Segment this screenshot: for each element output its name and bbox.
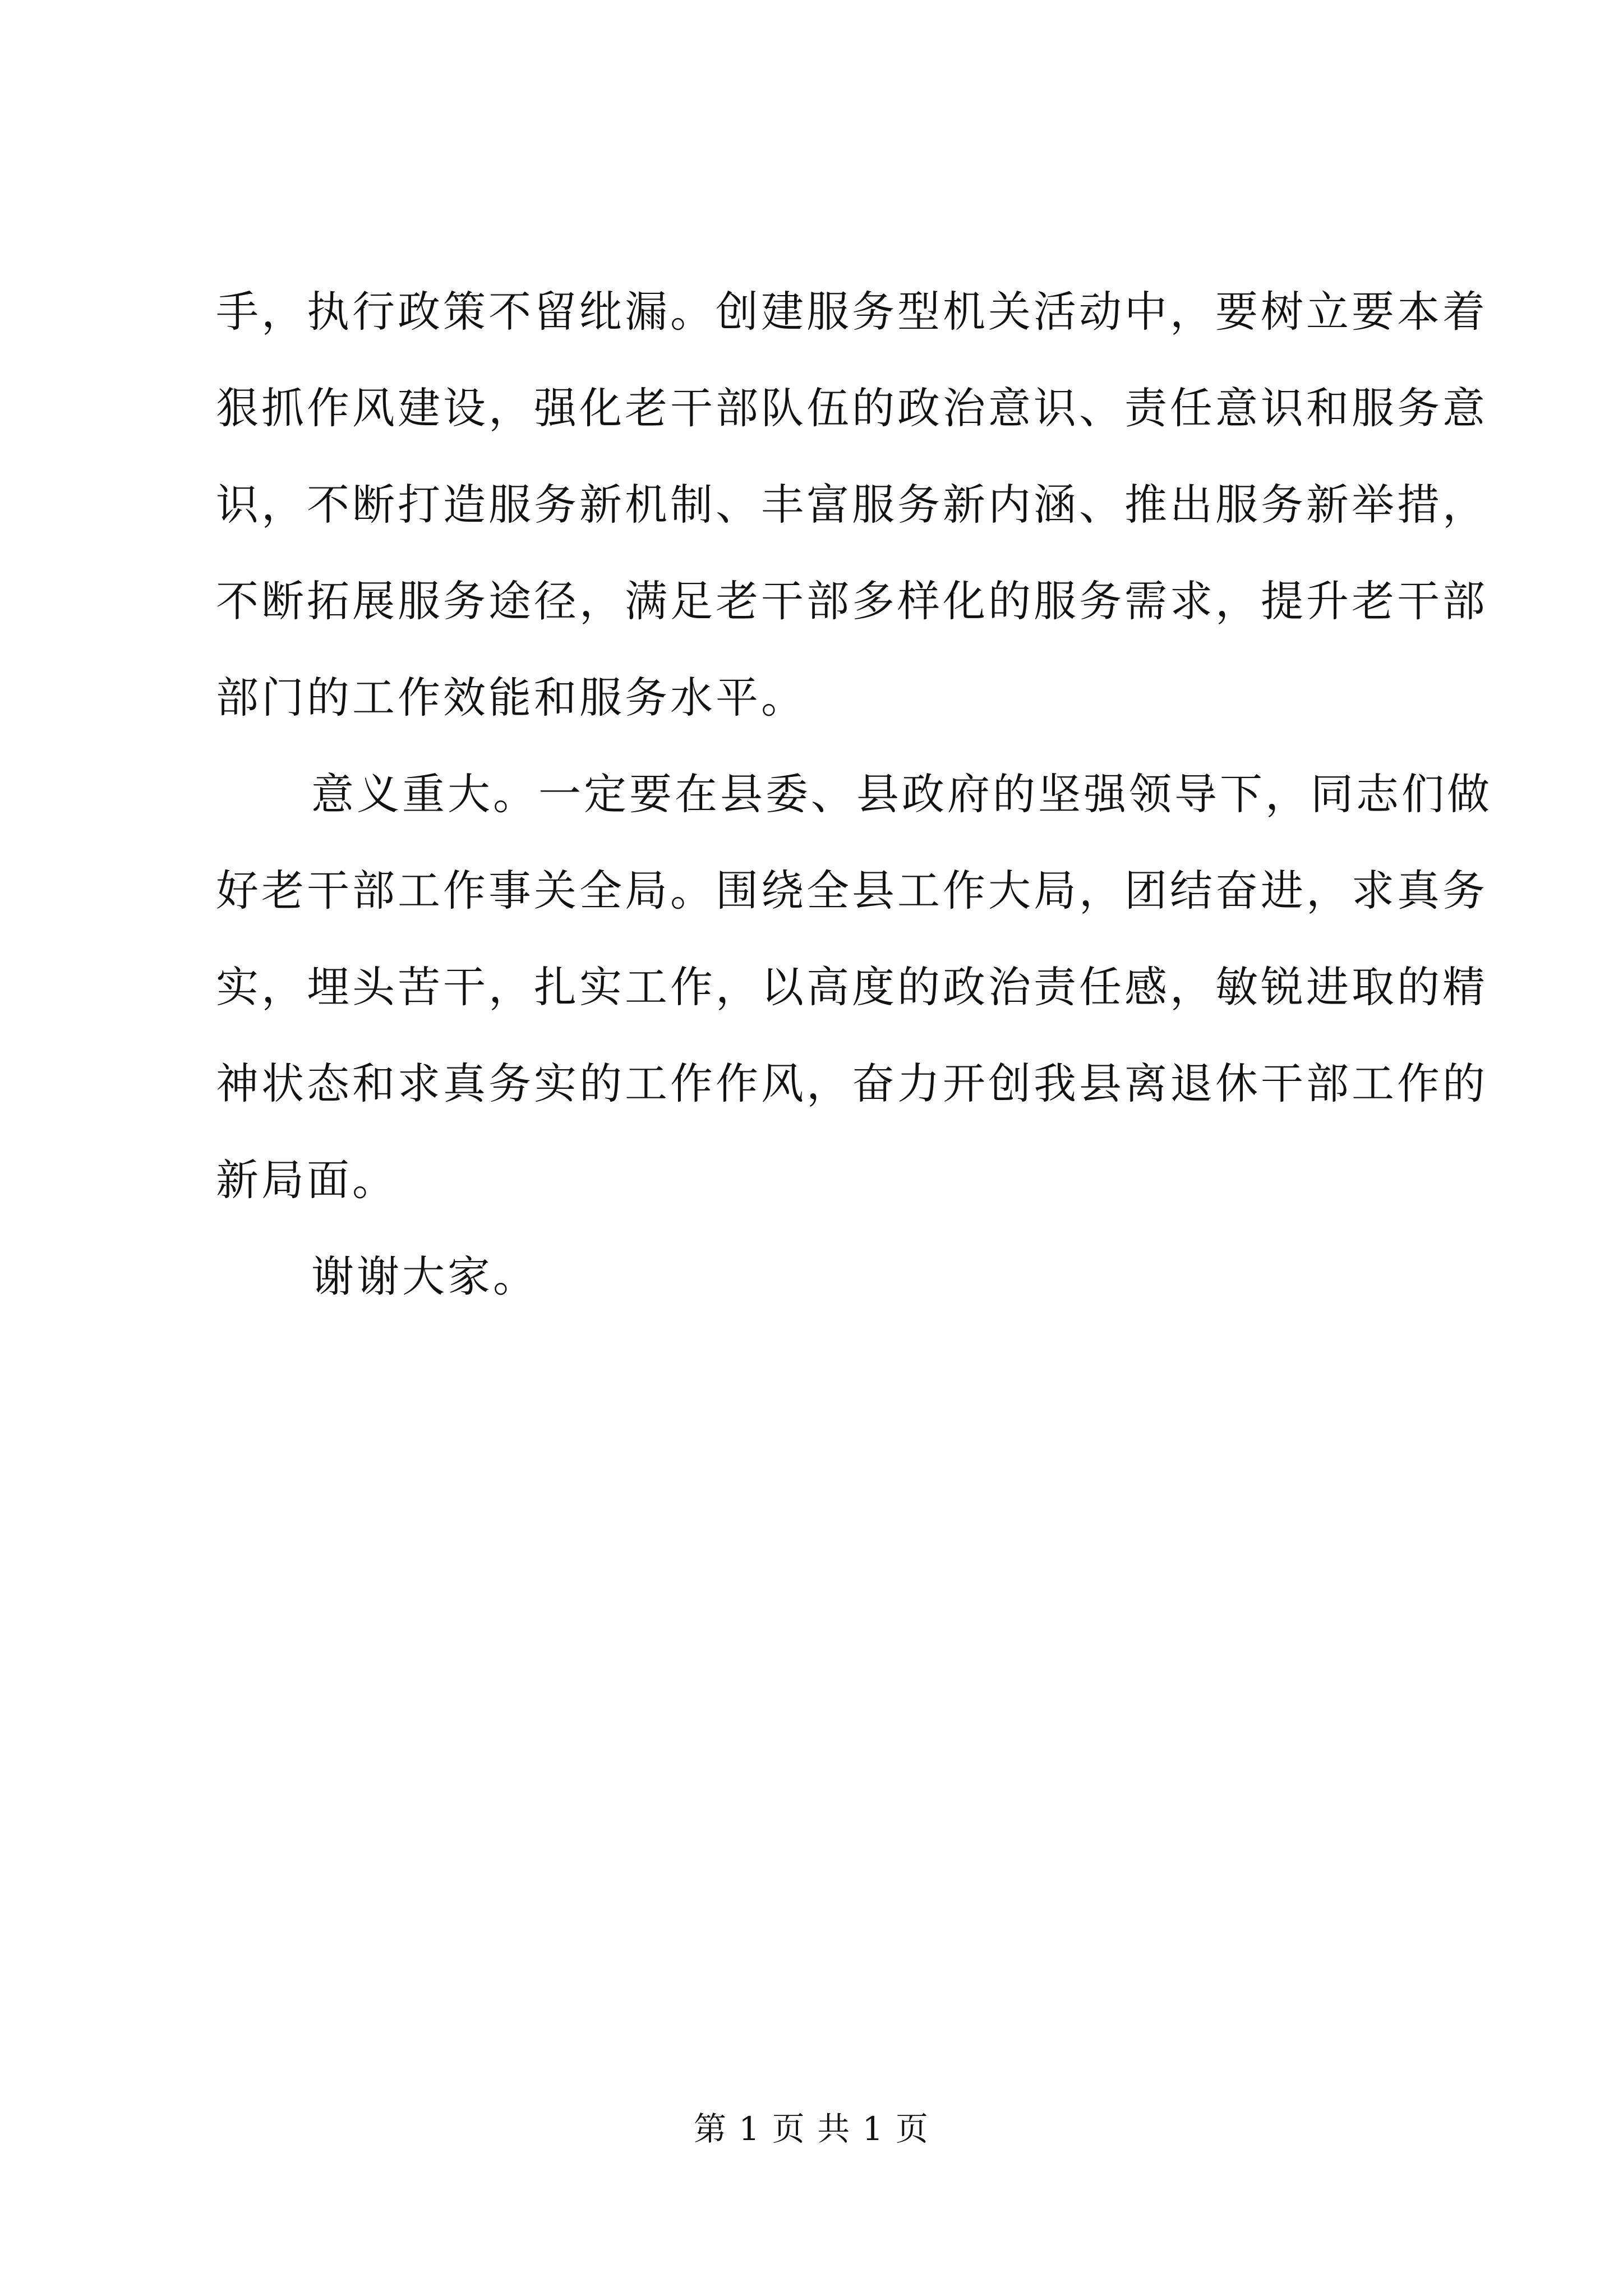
paragraph-1-line-1: 手，执行政策不留纰漏。创建服务型机关活动中，要树立要本着 — [216, 287, 1488, 337]
paragraph-1-line-2: 狠抓作风建设，强化老干部队伍的政治意识、责任意识和服务意 — [216, 383, 1488, 433]
paragraph-3-line-1: 谢谢大家。 — [311, 1251, 538, 1301]
paragraph-2-line-4: 神状态和求真务实的工作作风，奋力开创我县离退休干部工作的 — [216, 1059, 1488, 1108]
paragraph-1-line-4: 不断拓展服务途径，满足老干部多样化的服务需求，提升老干部 — [216, 576, 1488, 626]
paragraph-2-line-5: 新局面。 — [216, 1155, 398, 1205]
document-body — [216, 264, 1492, 1325]
paragraph-1-line-5: 部门的工作效能和服务水平。 — [216, 673, 806, 723]
paragraph-2-line-1: 意义重大。一定要在县委、县政府的坚强领导下，同志们做 — [311, 769, 1492, 819]
paragraph-1-line-3: 识，不断打造服务新机制、丰富服务新内涵、推出服务新举措， — [216, 480, 1488, 530]
page-number-footer: 第 1 页 共 1 页 — [694, 2110, 929, 2148]
paragraph-2-line-3: 实，埋头苦干，扎实工作，以高度的政治责任感，敏锐进取的精 — [216, 962, 1488, 1012]
paragraph-2-line-2: 好老干部工作事关全局。围绕全县工作大局，团结奋进，求真务 — [216, 866, 1488, 915]
